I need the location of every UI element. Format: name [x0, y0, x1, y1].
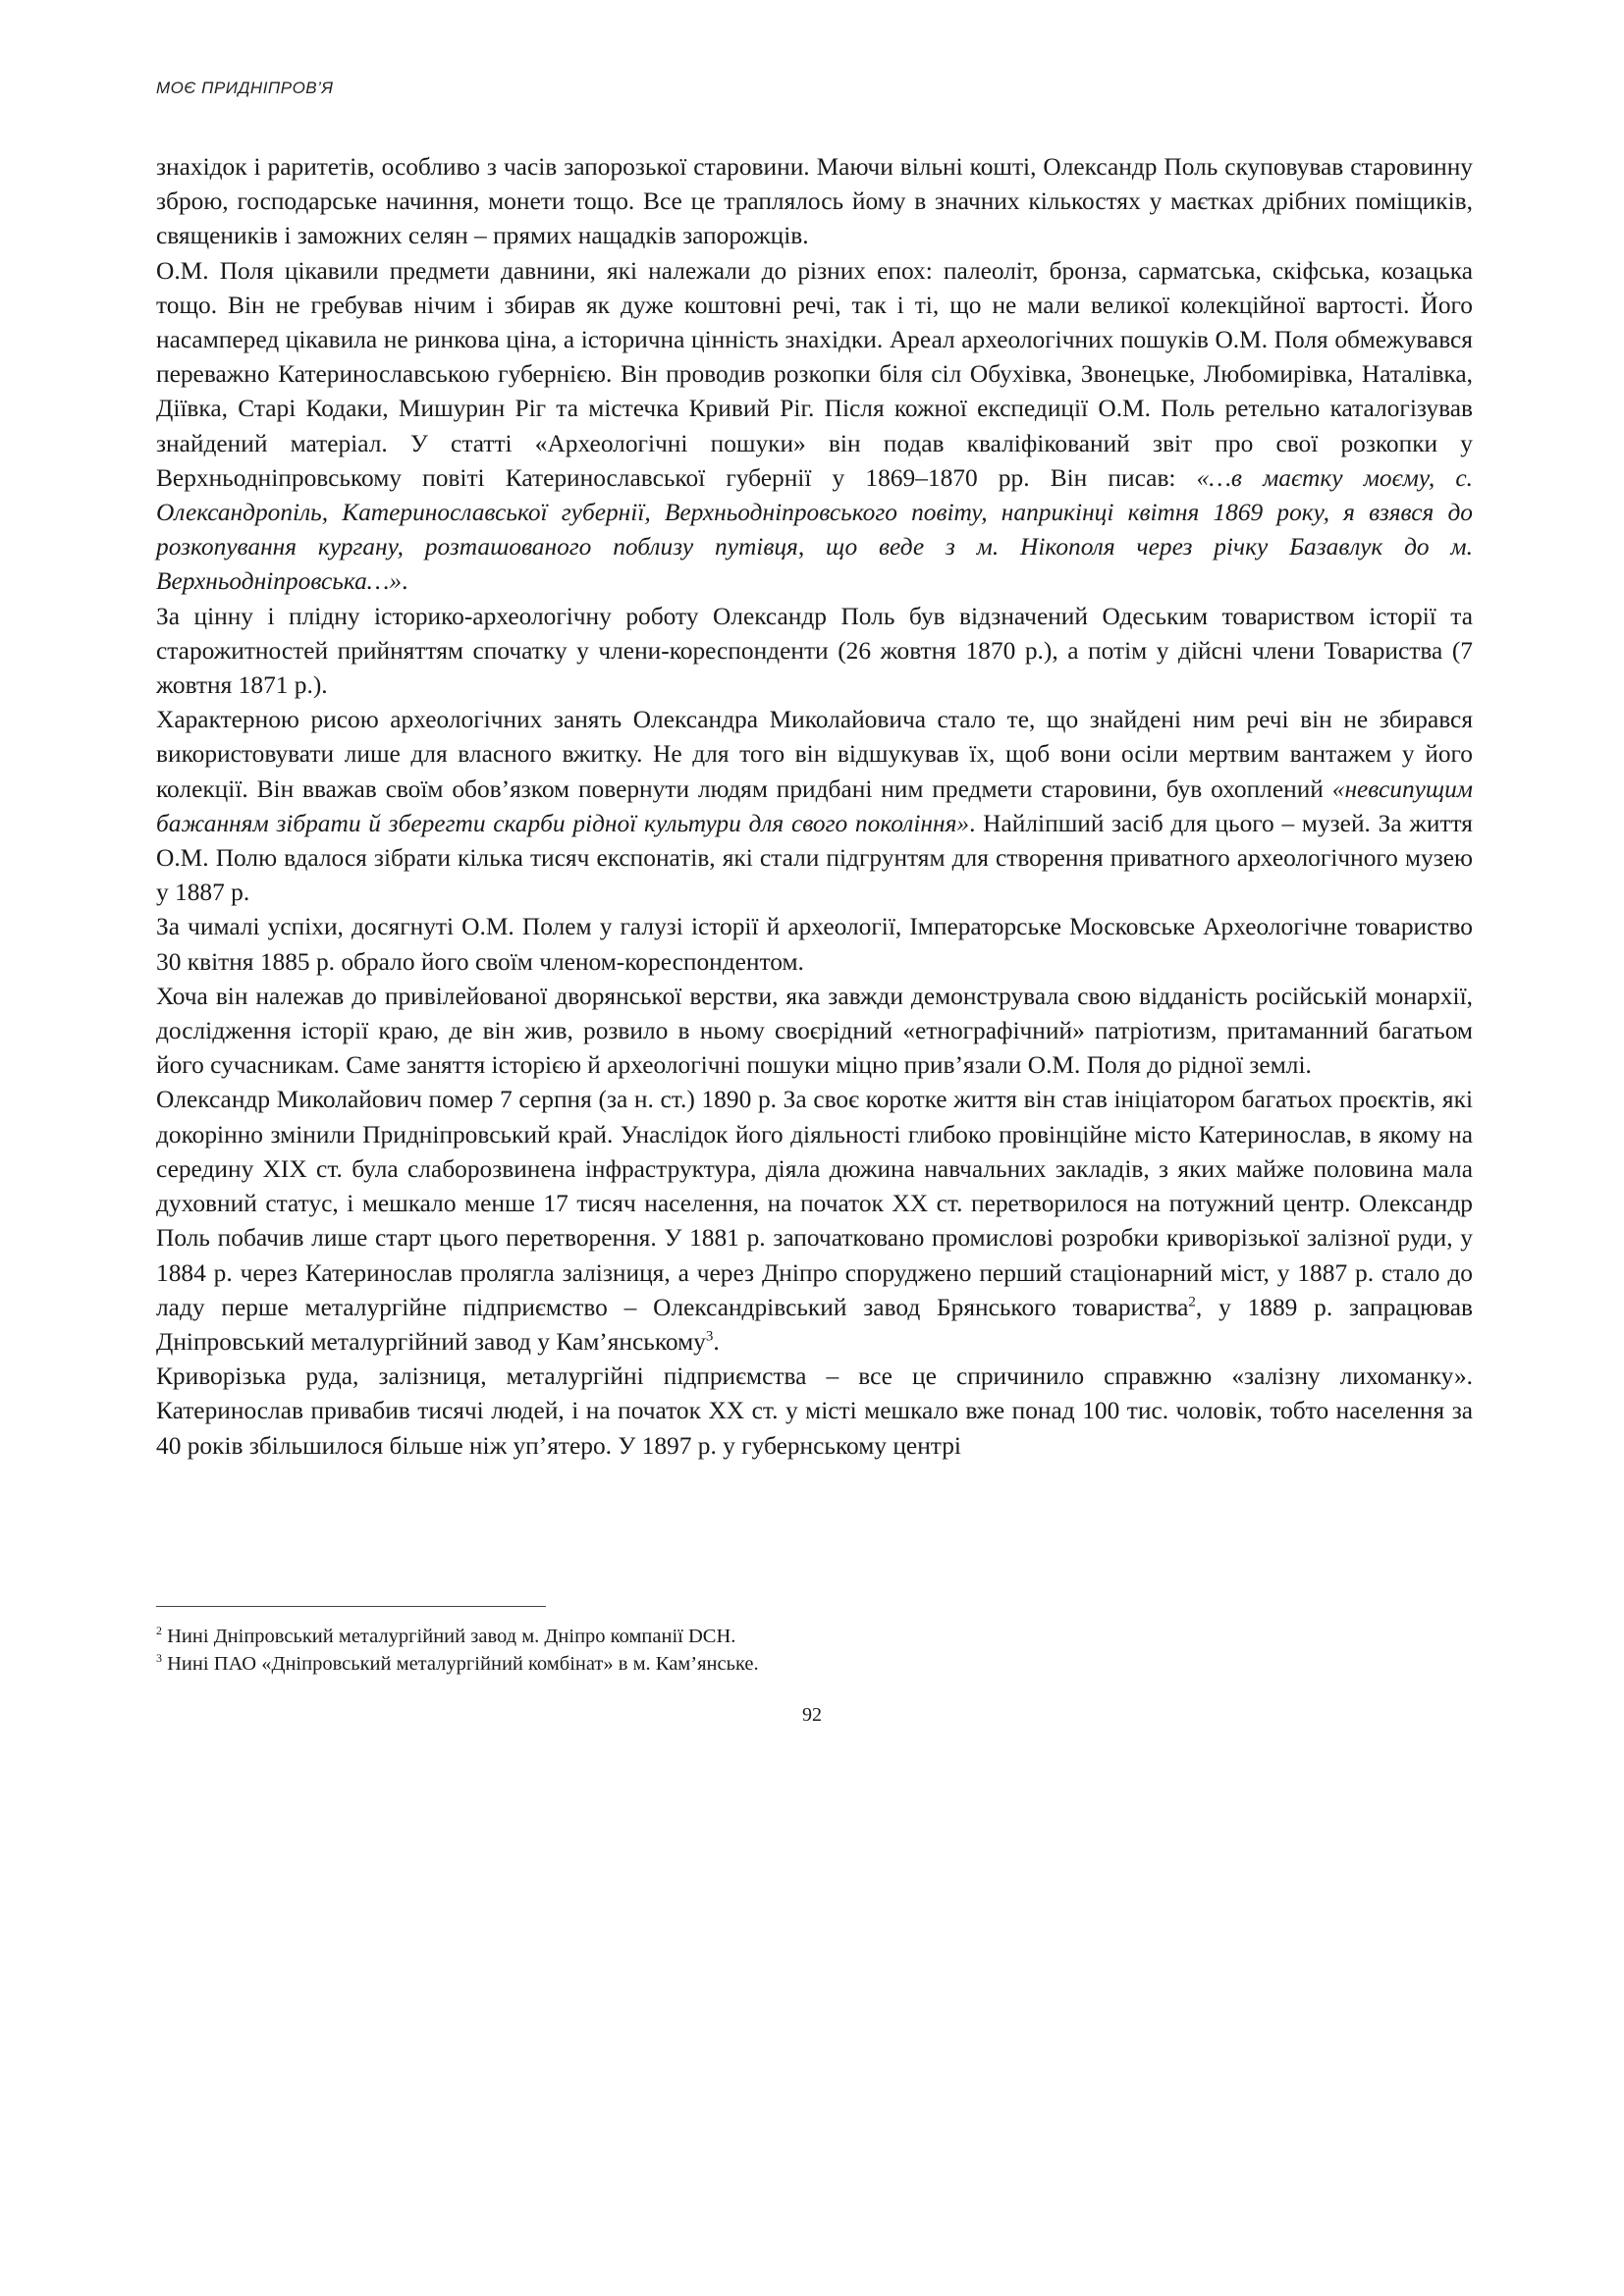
paragraph-2 — [156, 254, 1473, 600]
page-number: 92 — [802, 1704, 822, 1726]
paragraph-1 — [156, 150, 1473, 254]
paragraph-text: . — [713, 1327, 720, 1356]
paragraph-text: За чималі успіхи, досягнуті О.М. Полем у галузі історії й археології, Імператорське Московське Археологічне товариство 30 квітня 1885 р. обрало його своїм членом-кореспондентом. — [156, 913, 1473, 976]
article-body — [156, 150, 1473, 1464]
footnote-text: Нині ПАО «Дніпровський металургійний комбінат» в м. Кам’янське. — [162, 1653, 759, 1675]
footnote-text: Нині Дніпровський металургійний завод м. Дніпро компанії DCH. — [162, 1626, 736, 1647]
paragraph-text: Хоча він належав до привілейованої дворянської верстви, яка завжди демонструвала свою відданість російській монархії, дослідження історії краю, де він жив, розвило в ньому своєрідний «етнографічний» патріотизм, притаманний багатьом його сучасникам. Саме заняття історією й археологічні пошуки міцно прив’язали О.М. Поля до рідної землі. — [156, 982, 1473, 1080]
paragraph-text: Характерною рисою археологічних занять Олександра Миколайовича стало те, що знайдені ним речі він не збирався використовувати лише для власного вжитку. Не для того він відшукував їх, щоб вони осіли мертвим вантажем у його колекції. Він вважав своїм обов’язком повернути людям придбані ним предмети старовини, був охоплений — [156, 706, 1473, 803]
italic-quote: «…в маєтку моєму, с. Олександропіль, Катеринославської губернії, Верхньодніпровського повіту, наприкінці квітня 1869 року, я взявся до розкопування кургану, розташованого поблизу путівця, що веде з м. Нікополя через річку Базавлук до м. Верхньодніпровська…» — [156, 463, 1473, 596]
footnote-number: 3 — [156, 1651, 162, 1666]
paragraph-5 — [156, 910, 1473, 979]
footnote-item — [156, 1650, 1473, 1678]
paragraph-8 — [156, 1360, 1473, 1464]
paragraph-text: . Найліпший засіб для цього – музей. За життя О.М. Полю вдалося зібрати кілька тисяч експонатів, які стали підгрунтям для створення приватного археологічного музею у 1887 р. — [156, 809, 1473, 907]
footnote-ref[interactable]: 2 — [1188, 1294, 1196, 1310]
paragraph-7 — [156, 1083, 1473, 1360]
paragraph-text: Олександр Миколайович помер 7 серпня (за н. ст.) 1890 р. За своє коротке життя він став ініціатором багатьох проєктів, які докорінно змінили Придніпровський край. Унаслідок його діяльності глибоко провінційне місто Катеринослав, в якому на середину XIX ст. була слаборозвинена інфраструктура, діяла дюжина навчальних закладів, з яких майже половина мала духовний статус, і мешкало менше 17 тисяч населення, на початок XX ст. перетворилося на потужний центр. Олександр Поль побачив лише старт цього перетворення. У 1881 р. започатковано промислові розробки криворізької залізної руди, у 1884 р. через Катеринослав пролягла залізниця, а через Дніпро споруджено перший стаціонарний міст, у 1887 р. стало до ладу перше металургійне підприємство – Олександрівський завод Брянського товариства — [156, 1086, 1473, 1321]
footnote-item — [156, 1623, 1473, 1650]
footnote-ref[interactable]: 3 — [705, 1328, 714, 1345]
paragraph-text: Криворізька руда, залізниця, металургійні підприємства – все це спричинило справжню «залізну лихоманку». Катеринослав привабив тисячі людей, і на початок XX ст. у місті мешкало вже понад 100 тис. чоловік, тобто населення за 40 років збільшилося більше ніж уп’ятеро. У 1897 р. у губернському центрі — [156, 1362, 1473, 1460]
paragraph-6 — [156, 980, 1473, 1084]
footnotes — [156, 1623, 1473, 1678]
paragraph-3 — [156, 600, 1473, 704]
paragraph-text: знахідок і раритетів, особливо з часів запорозької старовини. Маючи вільні кошті, Олександр Поль скуповував старовинну зброю, господарське начиння, монети тощо. Все це траплялось йому в значних кількостях у маєтках дрібних поміщиків, священиків і заможних селян – прямих нащадків запорожців. — [156, 153, 1473, 250]
italic-quote: «невсипущим бажанням зібрати й зберегти скарби рідної культури для свого покоління» — [156, 774, 1473, 837]
running-header: МОЄ ПРИДНІПРОВ’Я — [156, 79, 334, 97]
footnote-number: 2 — [156, 1624, 162, 1638]
paragraph-text: О.М. Поля цікавили предмети давнини, які належали до різних епох: палеоліт, бронза, сарматська, скіфська, козацька тощо. Він не гребував нічим і збирав як дуже коштовні речі, так і ті, що не мали великої колекційної вартості. Його насамперед цікавила не ринкова ціна, а історична цінність знахідки. Ареал археологічних пошуків О.М. Поля обмежувався переважно Катеринославською губернією. Він проводив розкопки біля сіл Обухівка, Звонецьке, Любомирівка, Наталівка, Діївка, Старі Кодаки, Мишурин Ріг та містечка Кривий Ріг. Після кожної експедиції О.М. Поль ретельно каталогізував знайдений матеріал. У статті «Археологічні пошуки» він подав кваліфікований звіт про свої розкопки у Верхньодніпровському повіті Катеринославської губернії у 1869–1870 рр. Він писав: — [156, 256, 1473, 492]
paragraph-4 — [156, 703, 1473, 910]
paragraph-text: , у 1889 р. запрацював Дніпровський металургійний завод у Кам’янському — [156, 1293, 1474, 1356]
paragraph-text: За цінну і плідну історико-археологічну роботу Олександр Поль був відзначений Одеським товариством історії та старожитностей прийняттям спочатку у члени-кореспонденти (26 жовтня 1870 р.), а потім у дійсні члени Товариства (7 жовтня 1871 р.). — [156, 602, 1473, 700]
paragraph-text: . — [402, 567, 408, 596]
footnote-separator — [156, 1606, 546, 1607]
